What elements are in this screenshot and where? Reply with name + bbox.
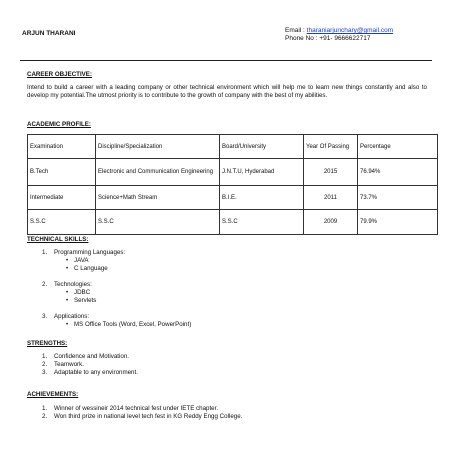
table-cell: S.S.C xyxy=(96,210,220,235)
email-line xyxy=(285,27,393,35)
list-number: 3. xyxy=(42,313,48,320)
academic-table xyxy=(27,134,438,235)
technical-skills-heading: TECHNICAL SKILLS: xyxy=(27,236,89,243)
list-item xyxy=(42,405,242,413)
table-cell: 73.7% xyxy=(358,186,438,210)
table-cell: 2009 xyxy=(304,210,358,235)
skill-group-label: Programming Languages: xyxy=(54,249,126,256)
column-header: Discipline/Specialization xyxy=(96,135,220,159)
technical-skills-list xyxy=(42,249,191,329)
email-link[interactable]: tharaniarjunchary@gmail.com xyxy=(306,27,394,34)
strength-text: Confidence and Motivation. xyxy=(54,353,129,360)
table-cell: B.I.E. xyxy=(220,186,304,210)
table-cell: S.S.C xyxy=(28,210,96,235)
table-cell: 2011 xyxy=(304,186,358,210)
column-header: Board/University xyxy=(220,135,304,159)
table-cell: J.N.T.U, Hyderabad xyxy=(220,159,304,186)
table-cell: Science+Math Stream xyxy=(96,186,220,210)
email-label: Email : xyxy=(285,27,307,34)
list-number: 2. xyxy=(42,361,48,368)
list-number: 1. xyxy=(42,353,48,360)
skill-group-label: Applications: xyxy=(54,313,90,320)
candidate-name: ARJUN THARANI xyxy=(22,30,76,37)
list-item: • JDBC xyxy=(66,289,191,297)
list-item: • JAVA xyxy=(66,257,191,265)
table-cell: S.S.C xyxy=(220,210,304,235)
career-objective-heading: CAREER OBJECTIVE: xyxy=(27,71,92,78)
academic-profile-heading: ACADEMIC PROFILE: xyxy=(27,121,91,128)
achievements-list xyxy=(42,405,242,421)
career-objective-text: Intend to build a career with a leading company or other technical environment which will help me to learn new things constantly and also to develop my potential.The utmost priority is to contribute to the growth of company with the best of my abilities. xyxy=(27,84,427,99)
table-cell: 2015 xyxy=(304,159,358,186)
strengths-list xyxy=(42,353,138,377)
table-cell: 79.9% xyxy=(358,210,438,235)
achievement-text: Won third prize in national level tech fest in KG Reddy Engg College. xyxy=(54,413,243,420)
strengths-heading: STRENGTHS: xyxy=(27,340,68,347)
column-header: Examination xyxy=(28,135,96,159)
strength-text: Adaptable to any environment. xyxy=(54,369,138,376)
skill-group-label: Technologies: xyxy=(54,281,92,288)
skill-group xyxy=(42,249,191,273)
column-header: Year Of Passing xyxy=(304,135,358,159)
list-item xyxy=(42,369,138,377)
list-item xyxy=(42,353,138,361)
table-cell: 76.94% xyxy=(358,159,438,186)
list-item: • MS Office Tools (Word, Excel, PowerPoint) xyxy=(66,321,191,329)
table-row xyxy=(28,210,438,235)
list-number: 3. xyxy=(42,369,48,376)
list-number: 2. xyxy=(42,281,48,288)
table-cell: B.Tech xyxy=(28,159,96,186)
table-row xyxy=(28,159,438,186)
strength-text: Teamwork. xyxy=(54,361,84,368)
list-item xyxy=(42,413,242,421)
list-number: 2. xyxy=(42,413,48,420)
list-item xyxy=(42,361,138,369)
achievements-heading: ACHIEVEMENTS: xyxy=(27,391,79,398)
contact-block xyxy=(285,27,393,43)
table-header-row xyxy=(28,135,438,159)
phone-line: Phone No : +91- 9666622717 xyxy=(285,35,371,42)
table-row xyxy=(28,186,438,210)
header-divider xyxy=(20,60,432,61)
skill-group xyxy=(42,313,191,329)
table-cell: Electronic and Communication Engineering xyxy=(96,159,220,186)
column-header: Percentage xyxy=(358,135,438,159)
list-item: • C Language xyxy=(66,265,191,273)
achievement-text: Winner of wessineir 2014 technical fest under IETE chapter. xyxy=(54,405,219,412)
list-item: • Servlets xyxy=(66,297,191,305)
list-number: 1. xyxy=(42,249,48,256)
skill-group xyxy=(42,281,191,305)
list-number: 1. xyxy=(42,405,48,412)
table-cell: Intermediate xyxy=(28,186,96,210)
